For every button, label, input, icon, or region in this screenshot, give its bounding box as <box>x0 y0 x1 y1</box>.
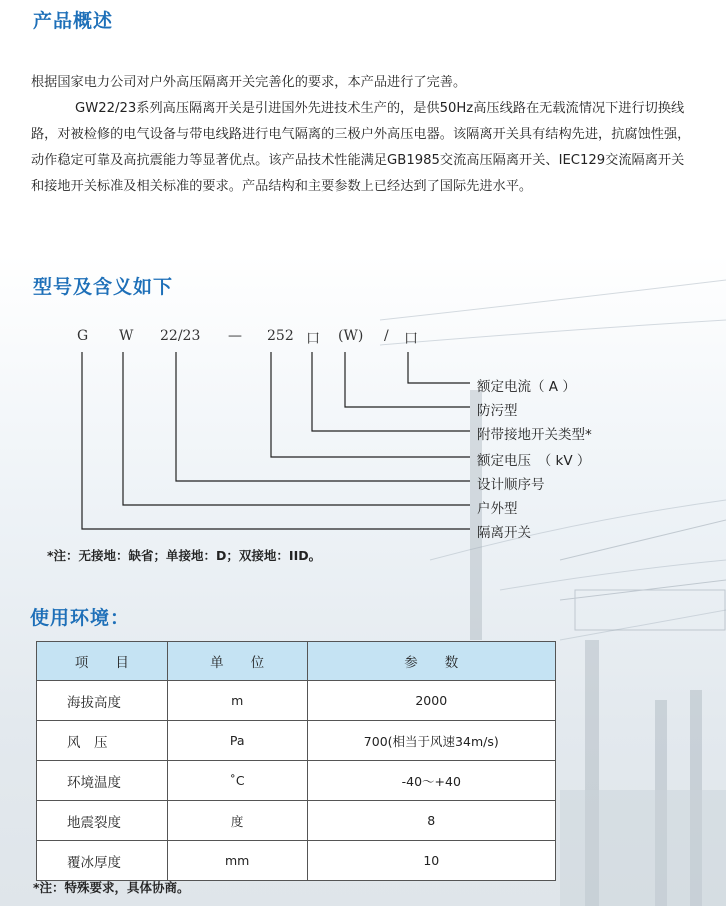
cell-value: 700(相当于风速34m/s) <box>307 721 555 761</box>
cell-value: 10 <box>307 841 555 881</box>
cell-item: 风 压 <box>37 721 168 761</box>
code-part-dash: — <box>228 328 242 344</box>
table-header-row <box>37 642 556 681</box>
grounding-note: *注：无接地：缺省；单接地：D；双接地：IID。 <box>47 548 322 563</box>
leader-line-outdoor <box>123 352 470 505</box>
cell-unit: ˚C <box>167 761 307 801</box>
code-part-series: 22/23 <box>160 328 201 344</box>
legend-anti-pollution: 防污型 <box>477 403 518 419</box>
cell-item: 环境温度 <box>37 761 168 801</box>
table-row <box>37 841 556 881</box>
cell-unit: m <box>167 681 307 721</box>
cell-unit: Pa <box>167 721 307 761</box>
leader-line-voltage <box>271 352 470 457</box>
overview-body-text: GW22/23系列高压隔离开关是引进国外先进技术生产的，是供50Hz高压线路在无载流情况下进行切换线路，对被检修的电气设备与带电线路进行电气隔离的三极户外高压电器。该隔离开关具有结构先进，抗腐蚀性强，动作稳定可靠及高抗震能力等显著优点。该产品技术性能满足GB1985交流高压隔离开关、IEC129交流隔离开关和接地开关标准及相关标准的要求。产品结构和主要参数上已经达到了国际先进水平。 <box>31 101 691 194</box>
leader-line-design <box>176 352 470 481</box>
header-item: 项 目 <box>37 642 168 681</box>
leader-line-isolator <box>82 352 470 529</box>
cell-value: 2000 <box>307 681 555 721</box>
leader-line-grounding <box>312 352 470 431</box>
leader-line-current <box>408 352 470 383</box>
section-heading-overview: 产品概述 <box>33 10 114 32</box>
code-part-w: W <box>119 328 134 344</box>
environment-table <box>36 641 556 881</box>
environment-note: *注：特殊要求，具体协商。 <box>33 880 190 895</box>
legend-outdoor-type: 户外型 <box>477 501 518 517</box>
legend-grounding-switch-type: 附带接地开关类型* <box>477 427 592 443</box>
code-part-voltage: 252 <box>267 328 294 344</box>
table-row <box>37 761 556 801</box>
table-row <box>37 721 556 761</box>
section-heading-model: 型号及含义如下 <box>33 276 174 298</box>
legend-rated-voltage: 额定电压 （ kV ） <box>477 453 591 469</box>
table-row <box>37 801 556 841</box>
code-part-box2: 口 <box>404 331 418 347</box>
legend-rated-current: 额定电流（ A ） <box>477 379 576 395</box>
header-parameter: 参 数 <box>307 642 555 681</box>
code-part-slash: / <box>384 328 389 344</box>
code-part-g: G <box>77 328 89 344</box>
legend-design-sequence: 设计顺序号 <box>477 477 545 493</box>
header-unit: 单 位 <box>167 642 307 681</box>
section-heading-environment: 使用环境： <box>30 607 131 629</box>
cell-unit: 度 <box>167 801 307 841</box>
cell-value: 8 <box>307 801 555 841</box>
code-part-box1: 口 <box>306 331 320 347</box>
legend-isolating-switch: 隔离开关 <box>477 525 531 541</box>
overview-line-1: 根据国家电力公司对户外高压隔离开关完善化的要求，本产品进行了完善。 <box>31 75 467 90</box>
table-row <box>37 681 556 721</box>
cell-value: -40～+40 <box>307 761 555 801</box>
cell-unit: mm <box>167 841 307 881</box>
cell-item: 地震裂度 <box>37 801 168 841</box>
cell-item: 海拔高度 <box>37 681 168 721</box>
code-part-w-antipollution: (W) <box>338 328 364 344</box>
cell-item: 覆冰厚度 <box>37 841 168 881</box>
